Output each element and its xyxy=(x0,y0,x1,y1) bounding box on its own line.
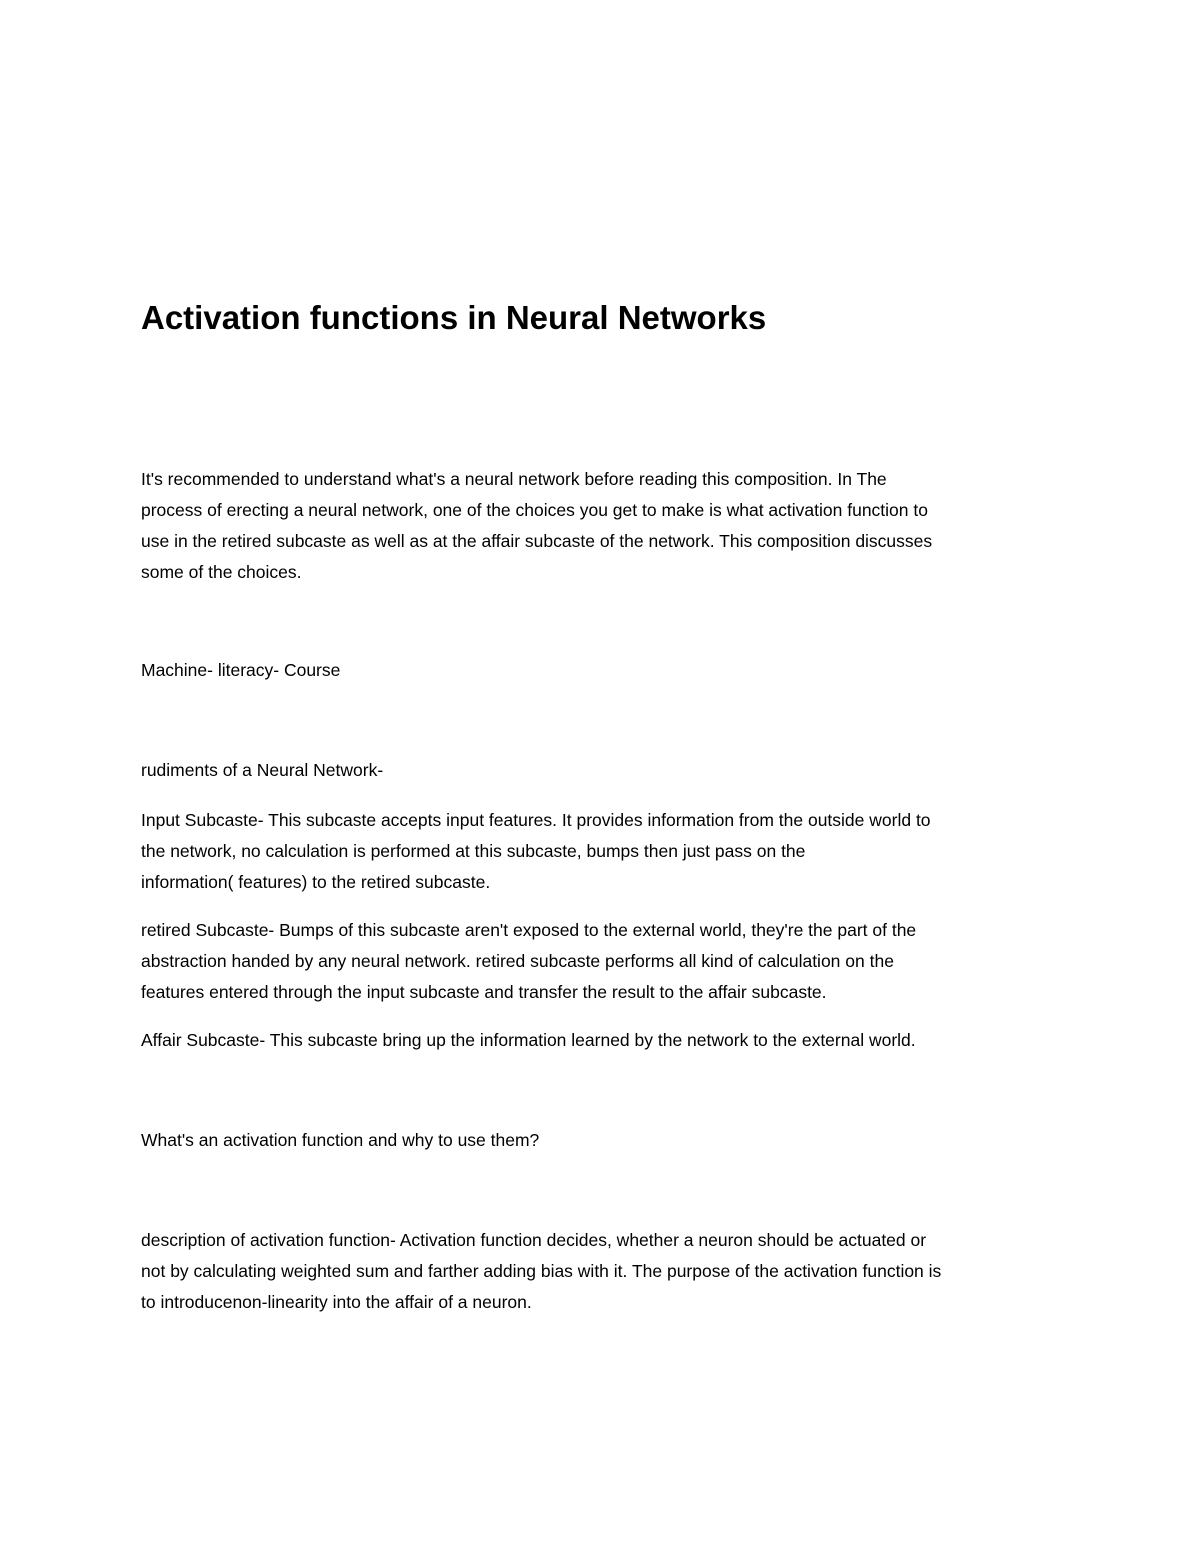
description-line: not by calculating weighted sum and farther adding bias with it. The purpose of the activation function is xyxy=(141,1261,942,1281)
document-title: Activation functions in Neural Networks xyxy=(141,299,767,336)
intro-line: some of the choices. xyxy=(141,562,302,582)
description-paragraph xyxy=(141,1225,1061,1318)
intro-line: process of erecting a neural network, one of the choices you get to make is what activation function to xyxy=(141,500,928,520)
retired-subcaste-line: abstraction handed by any neural network. retired subcaste performs all kind of calculation on the xyxy=(141,951,894,971)
affair-subcaste-paragraph xyxy=(141,1025,1061,1056)
description-line: to introducenon-linearity into the affair of a neuron. xyxy=(141,1292,532,1312)
question-paragraph xyxy=(141,1125,1061,1156)
input-subcaste-line: the network, no calculation is performed at this subcaste, bumps then just pass on the xyxy=(141,841,806,861)
intro-line: It's recommended to understand what's a neural network before reading this composition. In The xyxy=(141,469,887,489)
affair-subcaste-line: Affair Subcaste- This subcaste bring up the information learned by the network to the external world. xyxy=(141,1030,916,1050)
input-subcaste-line: information( features) to the retired subcaste. xyxy=(141,872,491,892)
rudiments-heading-paragraph xyxy=(141,755,1061,786)
intro-paragraph xyxy=(141,464,1061,588)
retired-subcaste-paragraph xyxy=(141,915,1061,1008)
description-line: description of activation function- Activation function decides, whether a neuron should be actuated or xyxy=(141,1230,927,1250)
course-link-text: Machine- literacy- Course xyxy=(141,660,341,680)
input-subcaste-paragraph xyxy=(141,805,1061,898)
rudiments-heading: rudiments of a Neural Network- xyxy=(141,760,384,780)
retired-subcaste-line: retired Subcaste- Bumps of this subcaste aren't exposed to the external world, they're the part of the xyxy=(141,920,917,940)
intro-line: use in the retired subcaste as well as at the affair subcaste of the network. This composition discusses xyxy=(141,531,933,551)
input-subcaste-line: Input Subcaste- This subcaste accepts input features. It provides information from the outside world to xyxy=(141,810,931,830)
course-link-paragraph xyxy=(141,655,1061,686)
question-heading: What's an activation function and why to use them? xyxy=(141,1130,540,1150)
retired-subcaste-line: features entered through the input subcaste and transfer the result to the affair subcaste. xyxy=(141,982,827,1002)
